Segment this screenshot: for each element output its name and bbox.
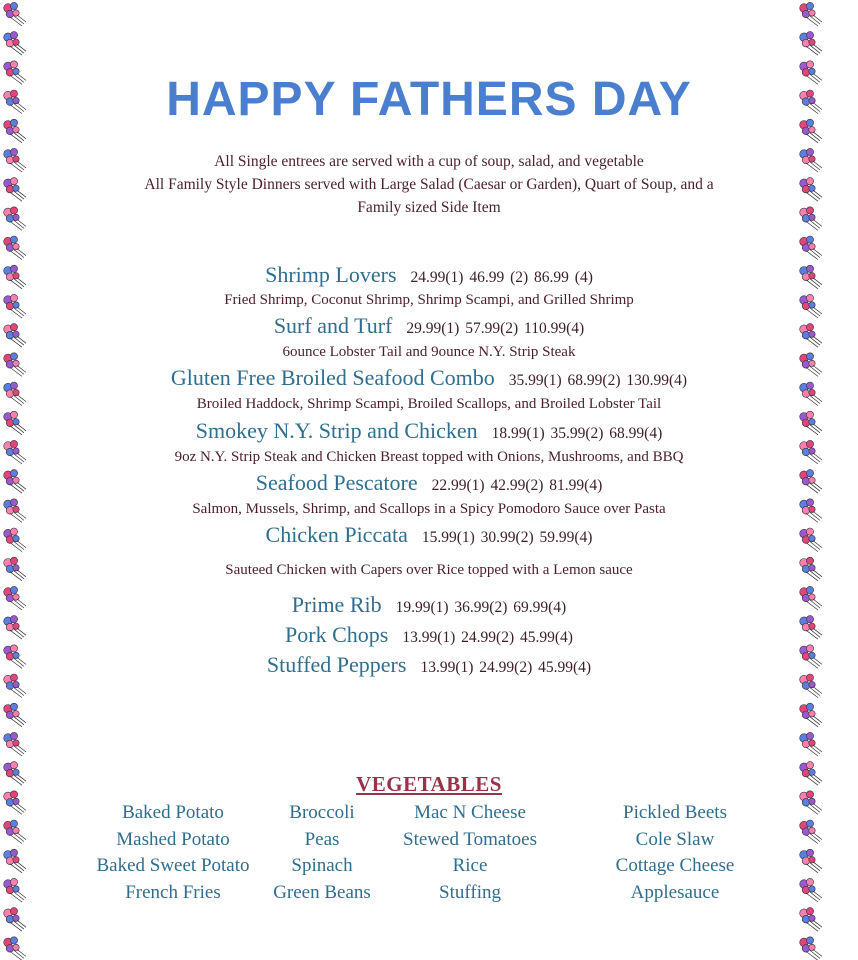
vegetable-item: Mac N Cheese xyxy=(414,802,526,823)
balloon-cluster-icon xyxy=(800,849,822,873)
entree-shrimp-lovers xyxy=(0,262,858,288)
entree-prices: 13.99(1) 24.99(2) 45.99(4) xyxy=(402,629,573,646)
entree-gluten-free-seafood-combo xyxy=(0,365,858,391)
entree-prices: 19.99(1) 36.99(2) 69.99(4) xyxy=(395,599,567,616)
entree-name: Pork Chops xyxy=(285,622,389,647)
entree-name: Seafood Pescatore xyxy=(255,470,418,495)
entree-description: 6ounce Lobster Tail and 9ounce N.Y. Strip Steak xyxy=(282,344,576,360)
vegetable-item: Pickled Beets xyxy=(623,802,727,823)
vegetable-item: Baked Potato xyxy=(122,802,224,823)
vegetable-item: Broccoli xyxy=(289,802,355,823)
balloon-cluster-icon xyxy=(800,703,822,727)
intro-text xyxy=(0,150,858,219)
entree-prices: 18.99(1) 35.99(2) 68.99(4) xyxy=(491,425,663,442)
entree-name: Surf and Turf xyxy=(273,313,393,338)
entree-description: Salmon, Mussels, Shrimp, and Scallops in a Spicy Pomodoro Sauce over Pasta xyxy=(192,501,666,517)
entree-description: Broiled Haddock, Shrimp Scampi, Broiled Scallops, and Broiled Lobster Tail xyxy=(196,396,662,412)
entree-prices: 35.99(1) 68.99(2) 130.99(4) xyxy=(508,372,688,389)
vegetable-item: Green Beans xyxy=(273,881,371,903)
balloon-cluster-icon xyxy=(4,236,26,260)
entree-name: Stuffed Peppers xyxy=(266,652,407,677)
balloon-cluster-icon xyxy=(4,908,26,932)
vegetable-item: Peas xyxy=(304,828,340,850)
balloon-cluster-icon xyxy=(800,732,822,756)
entree-prices: 13.99(1) 24.99(2) 45.99(4) xyxy=(420,659,592,676)
balloon-cluster-icon xyxy=(800,2,822,26)
balloon-cluster-icon xyxy=(4,820,26,844)
entree-description: Sauteed Chicken with Capers over Rice topped with a Lemon sauce xyxy=(225,562,633,578)
balloon-cluster-icon xyxy=(800,32,822,56)
entree-prices: 22.99(1) 42.99(2) 81.99(4) xyxy=(431,477,603,494)
balloon-cluster-icon xyxy=(4,32,26,56)
entree-name: Chicken Piccata xyxy=(265,522,408,547)
vegetable-item: Spinach xyxy=(291,855,353,876)
entree-chicken-piccata xyxy=(0,522,858,548)
entree-name: Gluten Free Broiled Seafood Combo xyxy=(170,365,495,390)
vegetable-item: Stuffing xyxy=(439,881,501,903)
balloon-cluster-icon xyxy=(4,703,26,727)
entree-name: Prime Rib xyxy=(291,592,382,617)
entree-description: 9oz N.Y. Strip Steak and Chicken Breast topped with Onions, Mushrooms, and BBQ xyxy=(174,449,684,465)
entree-prime-rib xyxy=(0,592,858,618)
vegetables-heading: VEGETABLES xyxy=(356,772,502,796)
balloon-cluster-icon xyxy=(4,849,26,873)
vegetable-item: Cottage Cheese xyxy=(615,855,735,876)
balloon-cluster-icon xyxy=(800,937,822,960)
balloon-cluster-icon xyxy=(4,937,26,960)
entree-name: Shrimp Lovers xyxy=(265,262,397,287)
entree-surf-and-turf xyxy=(0,313,858,339)
entree-pork-chops xyxy=(0,622,858,648)
vegetable-item: Mashed Potato xyxy=(116,828,230,850)
vegetable-item: French Fries xyxy=(125,881,221,903)
intro-line-1: All Single entrees are served with a cup of soup, salad, and vegetable xyxy=(214,153,644,170)
vegetable-item: Applesauce xyxy=(630,881,720,903)
vegetable-item: Cole Slaw xyxy=(635,828,715,850)
vegetables-column-3 xyxy=(390,800,550,906)
entree-seafood-pescatore xyxy=(0,470,858,496)
page-title: HAPPY FATHERS DAY xyxy=(166,73,692,126)
vegetables-column-1 xyxy=(90,800,256,906)
vegetable-item: Stewed Tomatoes xyxy=(403,828,537,850)
entree-smokey-strip-and-chicken xyxy=(0,418,858,444)
entree-prices: 24.99(1) 46.99 (2) 86.99 (4) xyxy=(410,269,593,286)
entree-description: Fried Shrimp, Coconut Shrimp, Shrimp Scampi, and Grilled Shrimp xyxy=(224,292,634,308)
vegetable-item: Baked Sweet Potato xyxy=(96,855,250,876)
balloon-cluster-icon xyxy=(4,2,26,26)
entree-stuffed-peppers xyxy=(0,652,858,678)
balloon-cluster-icon xyxy=(800,908,822,932)
vegetables-column-4 xyxy=(600,800,750,906)
balloon-cluster-icon xyxy=(4,732,26,756)
balloon-cluster-icon xyxy=(4,878,26,902)
balloon-cluster-icon xyxy=(800,236,822,260)
entree-prices: 29.99(1) 57.99(2) 110.99(4) xyxy=(406,320,585,337)
balloon-cluster-icon xyxy=(800,878,822,902)
balloon-cluster-icon xyxy=(800,820,822,844)
entree-prices: 15.99(1) 30.99(2) 59.99(4) xyxy=(421,529,593,546)
intro-line-2: All Family Style Dinners served with Large Salad (Caesar or Garden), Quart of Soup, and a xyxy=(144,176,714,193)
vegetable-item: Rice xyxy=(452,855,488,876)
vegetables-column-2 xyxy=(262,800,382,906)
entree-name: Smokey N.Y. Strip and Chicken xyxy=(195,418,478,443)
intro-line-3: Family sized Side Item xyxy=(357,199,501,216)
